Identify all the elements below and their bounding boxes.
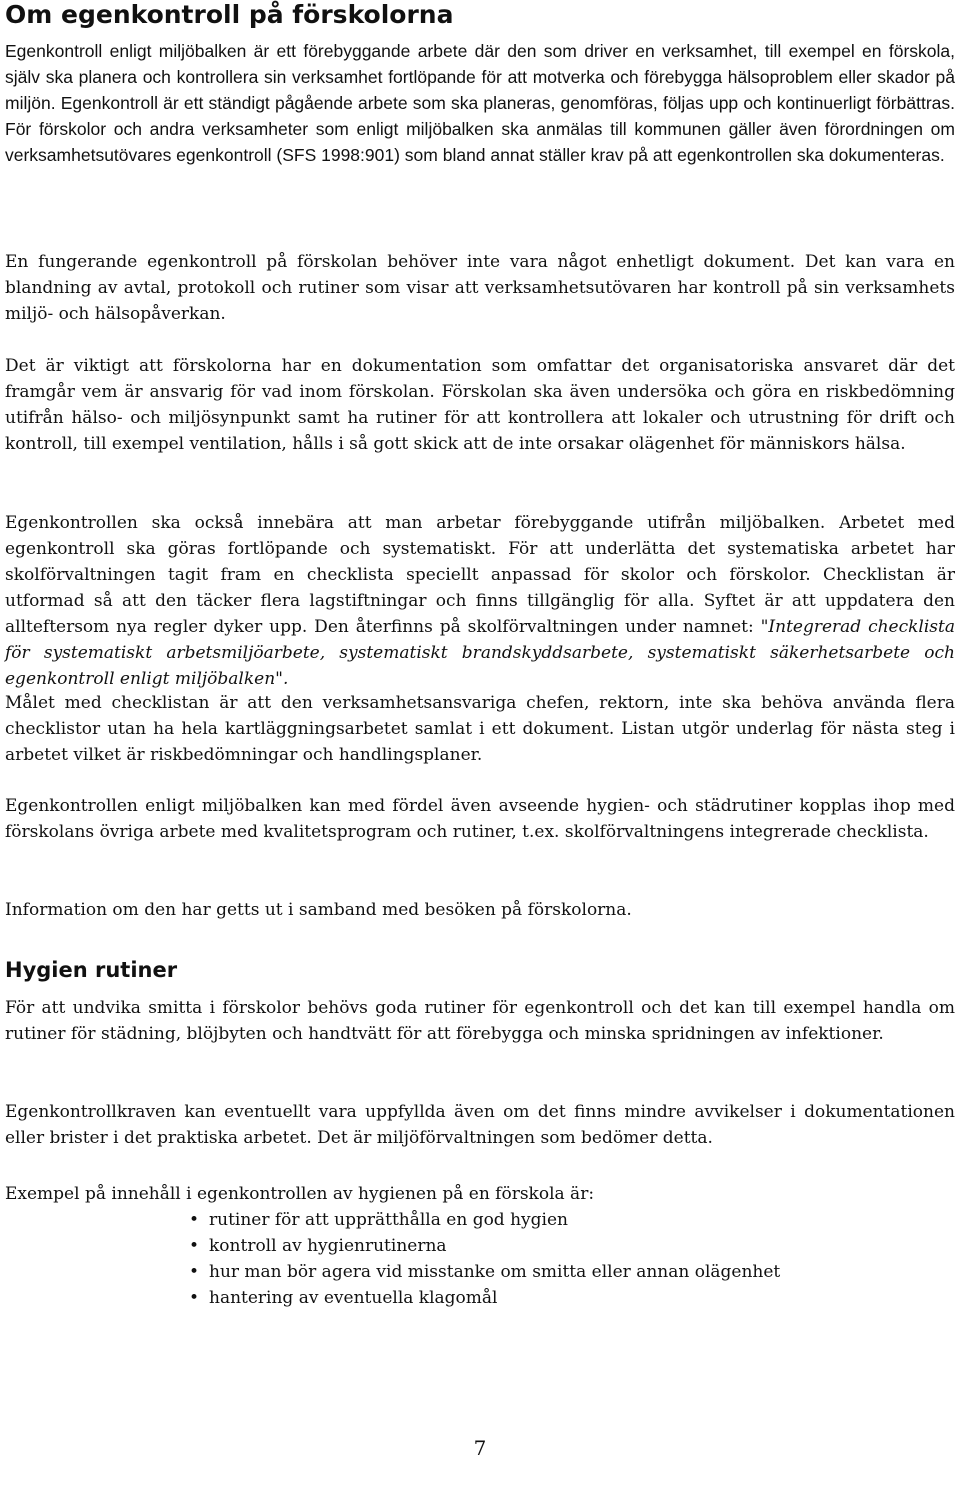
list-item: • kontroll av hygienrutinerna — [185, 1233, 780, 1259]
section-heading-hygien: Hygien rutiner — [5, 958, 178, 982]
bullet-icon: • — [189, 1288, 200, 1308]
paragraph-6: Egenkontrollen enligt miljöbalken kan med fördel även avseende hygien- och städrutiner kopplas ihop med förskolans övriga arbete med kvalitetsprogram och rutiner, t.ex. skolförvaltningens integrerade checklista. — [5, 796, 955, 842]
paragraph-3: Det är viktigt att förskolorna har en dokumentation som omfattar det organisatoriska ansvaret där det framgår vem är ansvarig för vad inom förskolan. Förskolan ska även undersöka och göra en riskbedömning utifrån hälso- och miljösynpunkt samt ha rutiner för att kontrollera att lokaler och utrustning för drift och kontroll, till exempel ventilation, hålls i så gott skick att de inte orsakar olägenhet för människors hälsa. — [5, 356, 955, 454]
page-title: Om egenkontroll på förskolorna — [5, 0, 454, 29]
paragraph-hygien-1: För att undvika smitta i förskolor behövs goda rutiner för egenkontroll och det kan till exempel handla om rutiner för städning, blöjbyten och handtvätt för att förebygga och minska spridningen av infektioner. — [5, 998, 955, 1044]
paragraph-hygien-2: Egenkontrollkraven kan eventuellt vara uppfyllda även om det finns mindre avvikelser i dokumentationen eller brister i det praktiska arbetet. Det är miljöförvaltningen som bedömer detta. — [5, 1102, 955, 1148]
list-item: • hur man bör agera vid misstanke om smitta eller annan olägenhet — [185, 1259, 780, 1285]
checklist-name: "Integrerad checklista för systematiskt arbetsmiljöarbete, systematiskt brandskyddsarbete, systematiskt säkerhetsarbete och egenkontroll enligt miljöbalken". — [5, 617, 955, 689]
paragraph-2: En fungerande egenkontroll på förskolan behöver inte vara något enhetligt dokument. Det kan vara en blandning av avtal, protokoll och rutiner som visar att verksamhetsutövaren har kontroll på sin verksamhets miljö- och hälsopåverkan. — [5, 252, 955, 324]
hygien-list — [185, 1207, 780, 1311]
paragraph-intro: Egenkontroll enligt miljöbalken är ett förebyggande arbete där den som driver en verksamhet, till exempel en förskola, själv ska planera och kontrollera sin verksamhet fortlöpande för att motverka och förebygga hälsoproblem eller skador på miljön. Egenkontroll är ett ständigt pågående arbete som ska planeras, genomföras, följas upp och kontinuerligt förbättras. För förskolor och andra verksamheter som enligt miljöbalken ska anmälas till kommunen gäller även förordningen om verksamhetsutövares egenkontroll (SFS 1998:901) som bland annat ställer krav på att egenkontrollen ska dokumenteras. — [5, 41, 955, 165]
paragraph-5: Målet med checklistan är att den verksamhetsansvariga chefen, rektorn, inte ska behöva använda flera checklistor utan ha hela kartläggningsarbetet samlat i ett dokument. Listan utgör underlag för nästa steg i arbetet vilket är riskbedömningar och handlingsplaner. — [5, 693, 955, 765]
list-item: • hantering av eventuella klagomål — [185, 1285, 780, 1311]
list-item: • rutiner för att upprätthålla en god hygien — [185, 1207, 780, 1233]
bullet-icon: • — [189, 1210, 200, 1230]
bullet-icon: • — [189, 1236, 200, 1256]
paragraph-7: Information om den har getts ut i samband med besöken på förskolorna. — [5, 900, 632, 920]
bullet-icon: • — [189, 1262, 200, 1282]
paragraph-4-text: Egenkontrollen ska också innebära att man arbetar förebyggande utifrån miljöbalken. Arbetet med egenkontroll ska göras fortlöpande och systematiskt. För att underlätta det systematiska arbetet har skolförvaltningen tagit fram en checklista speciellt anpassad för skolor och förskolor. Checklistan är utformad så att den täcker flera lagstiftningar och finns tillgänglig för alla. Syftet är att uppdatera den allteftersom nya regler dyker upp. Den återfinns på skolförvaltningen under namnet: — [5, 513, 955, 637]
page-number: 7 — [473, 1436, 487, 1460]
paragraph-4 — [5, 510, 955, 692]
paragraph-hygien-3: Exempel på innehåll i egenkontrollen av hygienen på en förskola är: — [5, 1184, 595, 1204]
